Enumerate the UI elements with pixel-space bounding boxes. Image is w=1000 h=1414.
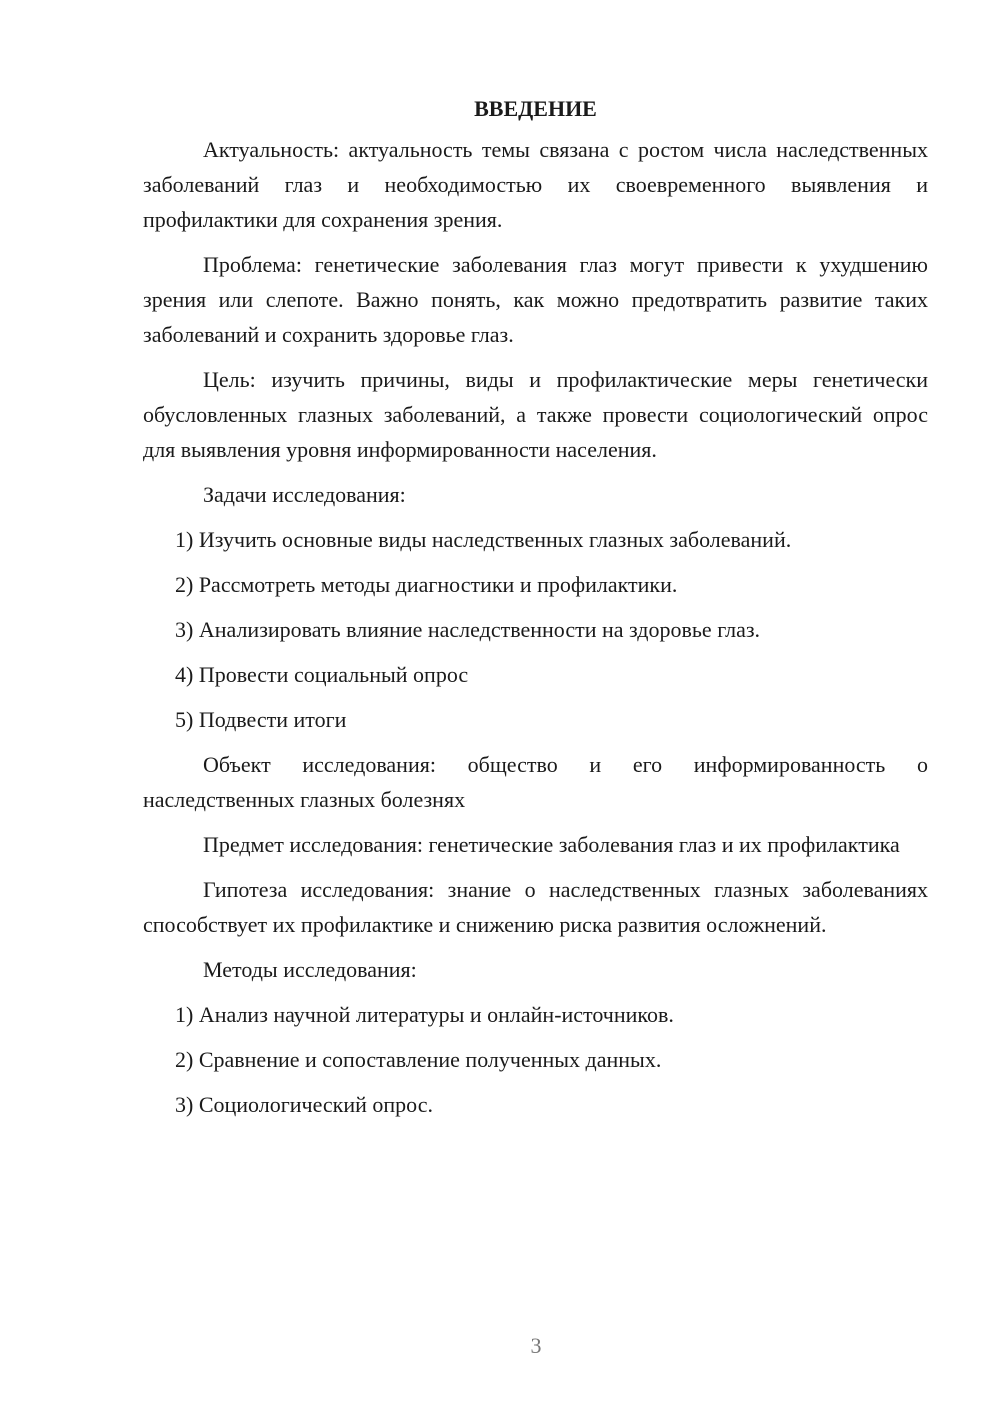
subject-paragraph: Предмет исследования: генетические заболевания глаз и их профилактика	[203, 832, 900, 857]
tasks-heading: Задачи исследования:	[203, 482, 406, 507]
document-page	[143, 92, 928, 1132]
list-item: 2) Рассмотреть методы диагностики и профилактики.	[175, 572, 678, 597]
list-item: 3) Анализировать влияние наследственности на здоровье глаз.	[175, 617, 761, 642]
hypothesis-paragraph: Гипотеза исследования: знание о наследственных глазных заболеваниях способствует их профилактике и снижению риска развития осложнений.	[143, 877, 928, 937]
list-item: 1) Изучить основные виды наследственных глазных заболеваний.	[175, 527, 792, 552]
list-item: 2) Сравнение и сопоставление полученных данных.	[175, 1047, 662, 1072]
problem-paragraph: Проблема: генетические заболевания глаз могут привести к ухудшению зрения или слепоте. Важно понять, как можно предотвратить развитие таких заболеваний и сохранить здоровье глаз.	[143, 252, 928, 347]
page-number: 3	[530, 1333, 542, 1358]
relevance-paragraph: Актуальность: актуальность темы связана с ростом числа наследственных заболеваний глаз и необходимостью их своевременного выявления и профилактики для сохранения зрения.	[143, 137, 928, 232]
list-item: 5) Подвести итоги	[175, 707, 347, 732]
page-title: ВВЕДЕНИЕ	[474, 96, 597, 121]
object-paragraph: Объект исследования: общество и его информированность о наследственных глазных болезнях	[143, 752, 928, 812]
list-item: 3) Социологический опрос.	[175, 1092, 433, 1117]
list-item: 4) Провести социальный опрос	[175, 662, 469, 687]
methods-heading: Методы исследования:	[203, 957, 417, 982]
list-item: 1) Анализ научной литературы и онлайн-источников.	[175, 1002, 674, 1027]
methods-list	[143, 997, 928, 1122]
tasks-list	[143, 522, 928, 737]
goal-paragraph: Цель: изучить причины, виды и профилактические меры генетически обусловленных глазных заболеваний, а также провести социологический опрос для выявления уровня информированности населения.	[143, 367, 928, 462]
